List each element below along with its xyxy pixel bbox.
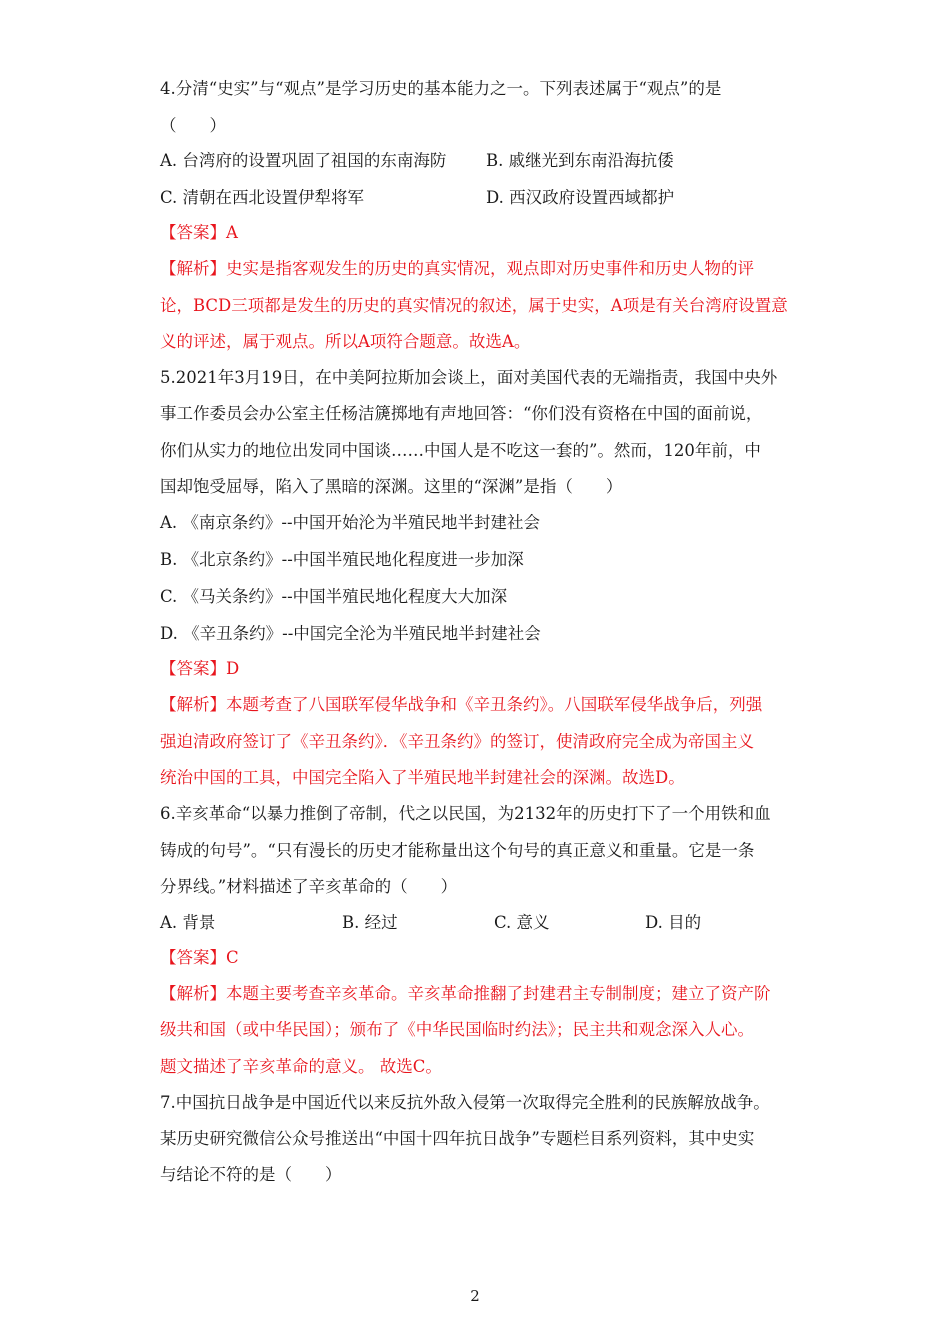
q6-analysis-line-2: 级共和国（或中华民国）；颁布了《中华民国临时约法》；民主共和观念深入人心。	[160, 1020, 754, 1039]
analysis-label: 【解析】	[160, 259, 226, 278]
q6-stem-line-3: 分界线。”材料描述了辛亥革命的（ ）	[160, 877, 458, 896]
analysis-label: 【解析】	[160, 984, 226, 1003]
q4-option-d: D. 西汉政府设置西域都护	[486, 188, 675, 207]
q4-analysis-line-2: 论，BCD三项都是发生的历史的真实情况的叙述，属于史实，A项是有关台湾府设置意	[160, 296, 788, 315]
answer-value: C	[226, 948, 239, 967]
q5-analysis-line-2: 强迫清政府签订了《辛丑条约》．《辛丑条约》的签订，使清政府完全成为帝国主义	[160, 732, 754, 751]
page-number: 2	[470, 1287, 480, 1305]
q4-option-a: A. 台湾府的设置巩固了祖国的东南海防	[160, 151, 447, 170]
q7-stem-line-2: 某历史研究微信公众号推送出“中国十四年抗日战争”专题栏目系列资料，其中史实	[160, 1129, 755, 1148]
q4-analysis-line-1	[160, 258, 800, 280]
q5-stem-line-1: 5.2021年3月19日，在中美阿拉斯加会谈上，面对美国代表的无端指责，我国中央外	[160, 368, 778, 387]
analysis-text: 本题主要考查辛亥革命。辛亥革命推翻了封建君主专制制度；建立了资产阶	[226, 984, 771, 1003]
q5-stem-line-4: 国却饱受屈辱，陷入了黑暗的深渊。这里的“深渊”是指（ ）	[160, 477, 623, 496]
q7-stem-line-3: 与结论不符的是（ ）	[160, 1165, 342, 1184]
analysis-label: 【解析】	[160, 695, 226, 714]
q4-stem-line-1: 4.分清“史实”与“观点”是学习历史的基本能力之一。下列表述属于“观点”的是	[160, 79, 722, 98]
q5-analysis-line-3: 统治中国的工具，中国完全陷入了半殖民地半封建社会的深渊。故选D。	[160, 768, 685, 787]
analysis-text: 本题考查了八国联军侵华战争和《辛丑条约》。八国联军侵华战争后，列强	[226, 695, 763, 714]
q5-answer	[160, 658, 800, 680]
q6-option-a: A. 背景	[160, 913, 216, 932]
q6-option-c: C. 意义	[494, 913, 550, 932]
q6-answer	[160, 947, 800, 969]
q5-option-d: D. 《辛丑条约》--中国完全沦为半殖民地半封建社会	[160, 624, 541, 643]
q6-option-b: B. 经过	[342, 913, 398, 932]
q6-stem-line-2: 铸成的句号”。“只有漫长的历史才能称量出这个句号的真正意义和重量。它是一条	[160, 841, 755, 860]
answer-label: 【答案】	[160, 659, 226, 678]
answer-value: A	[226, 223, 238, 242]
q5-option-c: C. 《马关条约》--中国半殖民地化程度大大加深	[160, 587, 508, 606]
q4-option-c: C. 清朝在西北设置伊犁将军	[160, 188, 365, 207]
answer-value: D	[226, 659, 240, 678]
q4-option-b: B. 戚继光到东南沿海抗倭	[486, 151, 674, 170]
q5-analysis-line-1	[160, 694, 800, 716]
q4-analysis-line-3: 义的评述，属于观点。所以A项符合题意。故选A。	[160, 332, 531, 351]
q6-option-d: D. 目的	[645, 913, 702, 932]
analysis-text: 史实是指客观发生的历史的真实情况，观点即对历史事件和历史人物的评	[226, 259, 754, 278]
q6-analysis-line-3: 题文描述了辛亥革命的意义。 故选C。	[160, 1057, 442, 1076]
q5-stem-line-2: 事工作委员会办公室主任杨洁篪掷地有声地回答：“你们没有资格在中国的面前说，	[160, 404, 763, 423]
q4-stem-line-2: （ ）	[160, 116, 226, 135]
q6-stem-line-1: 6.辛亥革命“以暴力推倒了帝制，代之以民国，为2132年的历史打下了一个用铁和血	[160, 804, 771, 823]
answer-label: 【答案】	[160, 948, 226, 967]
q5-stem-line-3: 你们从实力的地位出发同中国谈……中国人是不吃这一套的”。然而，120年前，中	[160, 441, 761, 460]
answer-label: 【答案】	[160, 223, 226, 242]
q5-option-a: A. 《南京条约》--中国开始沦为半殖民地半封建社会	[160, 513, 541, 532]
q7-stem-line-1: 7.中国抗日战争是中国近代以来反抗外敌入侵第一次取得完全胜利的民族解放战争。	[160, 1093, 770, 1112]
q5-option-b: B. 《北京条约》--中国半殖民地化程度进一步加深	[160, 550, 524, 569]
q6-analysis-line-1	[160, 983, 800, 1005]
q4-answer	[160, 222, 800, 244]
